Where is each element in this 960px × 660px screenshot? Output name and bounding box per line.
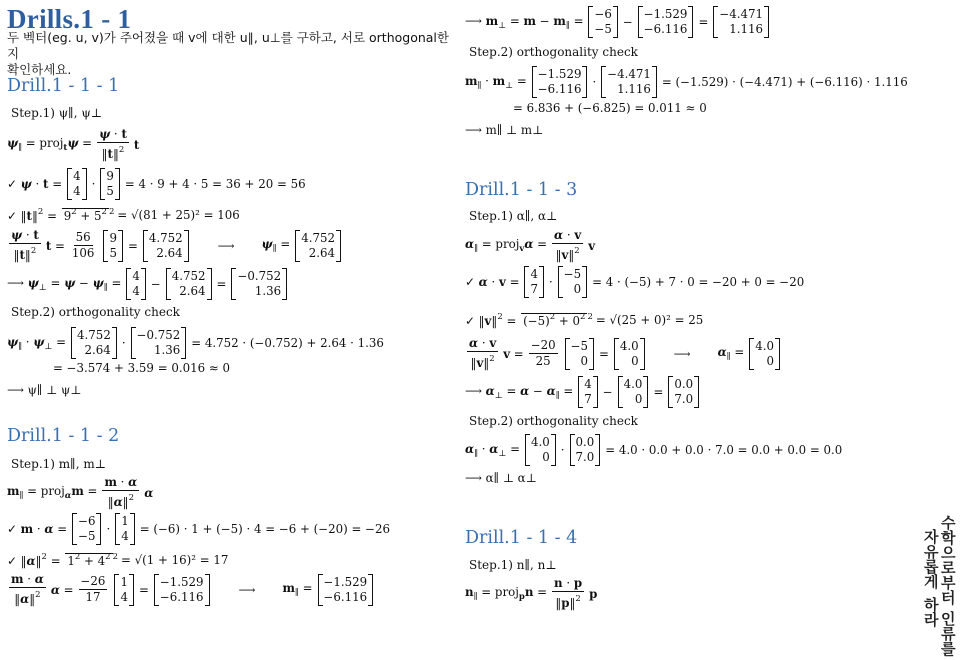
d1-t-y: 5	[109, 245, 117, 260]
drill-1-1-4-title: Drill.1 - 1 - 4	[465, 528, 578, 548]
d2-chk-a2: −6.116	[537, 82, 582, 96]
d3-perp: ⟶ $\alpha_\perp = \alpha - \alpha_\parallel$ = 4 7 − 4.0 0 = 0.0 7.0	[465, 376, 701, 408]
calligraphy-seal-col2	[924, 530, 938, 628]
d1-perp-y: 1.36	[254, 284, 282, 298]
d1-par-x: 4.752	[148, 230, 183, 245]
d2-coef-num: −26	[80, 574, 106, 588]
d1-parallel: $\frac{\psi \cdot t}{‖t‖^2}$ t = $\frac{56}{106}$ 9 5 = 4.752 2.64 ⟶ $\psi_\parallel$ = 4.752 2.64	[7, 229, 343, 262]
intro-line-1: 두 벡터(eg. u, v)가 주어졌을 때 v에 대한 u∥, u⊥를 구하고, 서로 orthogonal한지	[7, 30, 449, 61]
d2-a-x2: 1	[120, 574, 128, 589]
seal-char: 하	[924, 596, 939, 614]
calligraphy-seal-col1	[941, 516, 955, 657]
d2-par-x3: −1.529	[643, 7, 688, 21]
d3-proj-formula: $\alpha_\parallel$ = proj$_v$α = $\frac{\alpha \cdot v}{‖v‖^2}$ v	[465, 228, 596, 262]
seal-char: 게	[924, 573, 939, 591]
seal-char: 학	[941, 529, 956, 547]
d2-check-line2: = 6.836 + (−6.825) = 0.011 ≈ 0	[513, 101, 707, 115]
d2-coef-den: 17	[85, 590, 101, 604]
d3-norm-result: = √(25 + 0)² = 25	[595, 313, 704, 327]
d2-chk-b1: −4.471	[607, 67, 651, 81]
d1-norm: ✓ ‖t‖$^2$ = $9^2 + 5^2$ $^2$ = √(81 + 25)² = 106	[7, 207, 240, 223]
d2-dot-result: = (−6) · 1 + (−5) · 4 = −6 + (−20) = −26	[139, 522, 391, 536]
d1-coef-num: 56	[75, 230, 91, 244]
drill-1-1-1-step2: Step.2) orthogonality check	[11, 305, 180, 319]
d3-v-x2: −5	[570, 338, 588, 353]
d3-perp-x: 0.0	[674, 377, 694, 391]
d3-v-y: 0	[573, 282, 582, 296]
d1-check-line2: = −3.574 + 3.59 = 0.016 ≈ 0	[53, 361, 230, 375]
d2-par-x: −1.529	[159, 574, 204, 589]
page-title: Drills.1 - 1	[7, 4, 132, 34]
drill-1-1-3-title: Drill.1 - 1 - 3	[465, 180, 578, 200]
drill-1-1-1-step1: Step.1) ψ∥, ψ⊥	[11, 106, 103, 120]
d1-par-y2: 2.64	[308, 245, 336, 260]
d2-m-x: −6	[78, 514, 96, 528]
d2-a-y: 4	[121, 529, 129, 543]
d2-check-line1: = (−1.529) · (−4.471) + (−6.116) · 1.116	[661, 75, 908, 89]
drill-1-1-1-title: Drill.1 - 1 - 1	[7, 76, 120, 96]
d1-coef-den: 106	[71, 246, 95, 260]
seal-char: 자	[924, 528, 939, 546]
d2-par-x2: −1.529	[323, 574, 368, 589]
d2-a-y2: 4	[120, 589, 128, 604]
d2-check: $m_\parallel \cdot m_\perp$ = −1.529 −6.116 · −4.471 1.116 = (−1.529) · (−4.471) + (−6.116) · 1.116	[465, 67, 908, 96]
drill-1-1-4-step1: Step.1) n∥, n⊥	[469, 558, 557, 572]
d1-par-y: 2.64	[156, 245, 183, 260]
d1-par-x2: 4.752	[301, 230, 336, 245]
d3-par-x2: 4.0	[755, 338, 774, 353]
d2-norm-result: = √(1 + 16)² = 17	[121, 553, 229, 567]
d3-norm: ✓ ‖v‖$^2$ = $(-5)^2 + 0^2$ $^2$ = √(25 + 0)² = 25	[465, 312, 704, 328]
d2-norm: ✓ ‖α‖$^2$ = $1^2 + 4^2$ $^2$ = √(1 + 16)² = 17	[7, 552, 229, 568]
d3-a-y: 7	[530, 282, 538, 296]
d3-a-y2: 7	[584, 392, 592, 406]
d3-parallel: $\frac{\alpha \cdot v}{‖v‖^2}$ v = $\frac{-20}{25}$ −5 0 = 4.0 0 ⟶ $\alpha_\parallel$ = 4.0 0	[465, 337, 782, 370]
d3-chk-a2: 0	[542, 450, 550, 464]
d1-dot-product: ✓ ψ · t = 4 4 · 9 5 = 4 · 9 + 4 · 5 = 36 + 20 = 56	[7, 169, 306, 198]
d3-conclusion: ⟶ α∥ ⊥ α⊥	[465, 471, 537, 485]
seal-char: 라	[924, 611, 939, 629]
d1-chk-a2: 2.64	[84, 343, 111, 357]
d2-perp: ⟶ $m_\perp = m - m_\parallel$ = −6 −5 − −1.529 −6.116 = −4.471 1.116	[465, 6, 771, 38]
d1-t-x: 9	[109, 230, 117, 245]
d2-chk-b2: 1.116	[617, 82, 651, 96]
d3-a-x: 4	[530, 267, 538, 281]
d1-norm-result: = √(81 + 25)² = 106	[117, 208, 240, 222]
seal-char: 롭	[924, 558, 939, 576]
d3-par-x: 4.0	[619, 338, 639, 353]
seal-char: 으	[941, 544, 956, 562]
d2-chk-a1: −1.529	[537, 67, 582, 81]
seal-char: 터	[941, 589, 956, 607]
seal-char: 수	[941, 514, 956, 532]
d3-par-y: 0	[631, 353, 639, 368]
d3-a-x2: 4	[584, 377, 592, 391]
seal-char: 를	[941, 640, 956, 658]
d2-m-y2: −5	[594, 22, 612, 36]
seal-char: 유	[924, 543, 939, 561]
d3-coef-den: 25	[535, 354, 551, 368]
d1-check-line1: = 4.752 · (−0.752) + 2.64 · 1.36	[191, 336, 384, 350]
drill-1-1-2-step1: Step.1) m∥, m⊥	[11, 457, 106, 471]
d3-chk-b1: 0.0	[575, 435, 595, 449]
d3-chk-b2: 7.0	[575, 450, 595, 464]
d3-check-line: = 4.0 · 0.0 + 0.0 · 7.0 = 0.0 + 0.0 = 0.0	[605, 443, 843, 457]
d1-chk-b2: 1.36	[153, 343, 181, 357]
d2-m-y: −5	[78, 529, 96, 543]
d3-dot-result: = 4 · (−5) + 7 · 0 = −20 + 0 = −20	[592, 275, 805, 289]
d2-m-x2: −6	[594, 7, 612, 21]
d4-proj-formula: $n_\parallel$ = proj$_p$n = $\frac{n \cdot p}{‖p‖^2}$ p	[465, 576, 598, 610]
d2-a-x: 1	[121, 514, 129, 528]
d3-perp-y: 7.0	[674, 392, 694, 406]
drill-1-1-3-step1: Step.1) α∥, α⊥	[469, 209, 558, 223]
d3-chk-a1: 4.0	[530, 435, 550, 449]
d1-chk-a1: 4.752	[77, 328, 111, 342]
seal-char: 인	[941, 610, 956, 628]
d1-perp-x: −0.752	[237, 269, 282, 283]
d1-perp: ⟶ $\psi_\perp = \psi - \psi_\parallel$ = 4 4 − 4.752 2.64 = −0.752 1.36	[7, 268, 289, 300]
intro-text	[7, 30, 457, 78]
d3-check: $\alpha_\parallel \cdot \alpha_\perp$ = 4.0 0 · 0.0 7.0 = 4.0 · 0.0 + 0.0 · 7.0 = 0.0 + 0.0 = 0.0	[465, 435, 843, 464]
d3-coef-num: −20	[530, 338, 556, 352]
d3-par-y2: 0	[766, 353, 774, 368]
seal-char: 로	[941, 559, 956, 577]
d2-par-y2: −6.116	[323, 589, 368, 604]
d2-par-y3: −6.116	[643, 22, 688, 36]
seal-char: 류	[941, 625, 956, 643]
d2-perp-y: 1.116	[729, 22, 763, 36]
d2-conclusion: ⟶ m∥ ⊥ m⊥	[465, 123, 544, 137]
d3-par-x3: 4.0	[623, 377, 643, 391]
d1-par-y3: 2.64	[179, 284, 206, 298]
d1-chk-b1: −0.752	[136, 328, 181, 342]
d3-v-x: −5	[563, 267, 582, 281]
seal-char: 부	[941, 574, 956, 592]
d1-dot-result: = 4 · 9 + 4 · 5 = 36 + 20 = 56	[124, 177, 306, 191]
d2-proj-formula: $m_\parallel$ = proj$_\alpha$m = $\frac{m \cdot \alpha}{‖\alpha‖^2}$ α	[7, 475, 154, 509]
d2-perp-x: −4.471	[719, 7, 763, 21]
d1-par-x3: 4.752	[171, 269, 206, 283]
d2-dot-product: ✓ m · α = −6 −5 · 1 4 = (−6) · 1 + (−5) · 4 = −6 + (−20) = −26	[7, 514, 391, 543]
drill-1-1-3-step2: Step.2) orthogonality check	[469, 414, 638, 428]
d1-conclusion: ⟶ ψ∥ ⊥ ψ⊥	[7, 383, 82, 397]
intro-line-2: 확인하세요.	[7, 62, 72, 77]
d1-proj-formula: $\psi_\parallel$ = proj$_t$ψ = $\frac{\psi \cdot t}{‖t‖^2}$ t	[7, 127, 140, 161]
d3-v-y2: 0	[580, 353, 588, 368]
d3-par-y3: 0	[634, 392, 643, 406]
d2-par-y: −6.116	[159, 589, 204, 604]
d3-dot-product: ✓ α · v = 4 7 · −5 0 = 4 · (−5) + 7 · 0 = −20 + 0 = −20	[465, 267, 805, 296]
drill-1-1-2-step2: Step.2) orthogonality check	[469, 45, 638, 59]
d2-parallel: $\frac{m \cdot \alpha}{‖\alpha‖^2}$ α = $\frac{-26}{17}$ 1 4 = −1.529 −6.116 ⟶ $m_\parallel$ = −1.529 −6.116	[7, 573, 375, 606]
d1-check: $\psi_\parallel \cdot \psi_\perp$ = 4.752 2.64 · −0.752 1.36 = 4.752 · (−0.752) + 2.64 · 1.36	[7, 328, 384, 357]
drill-1-1-2-title: Drill.1 - 1 - 2	[7, 426, 120, 446]
